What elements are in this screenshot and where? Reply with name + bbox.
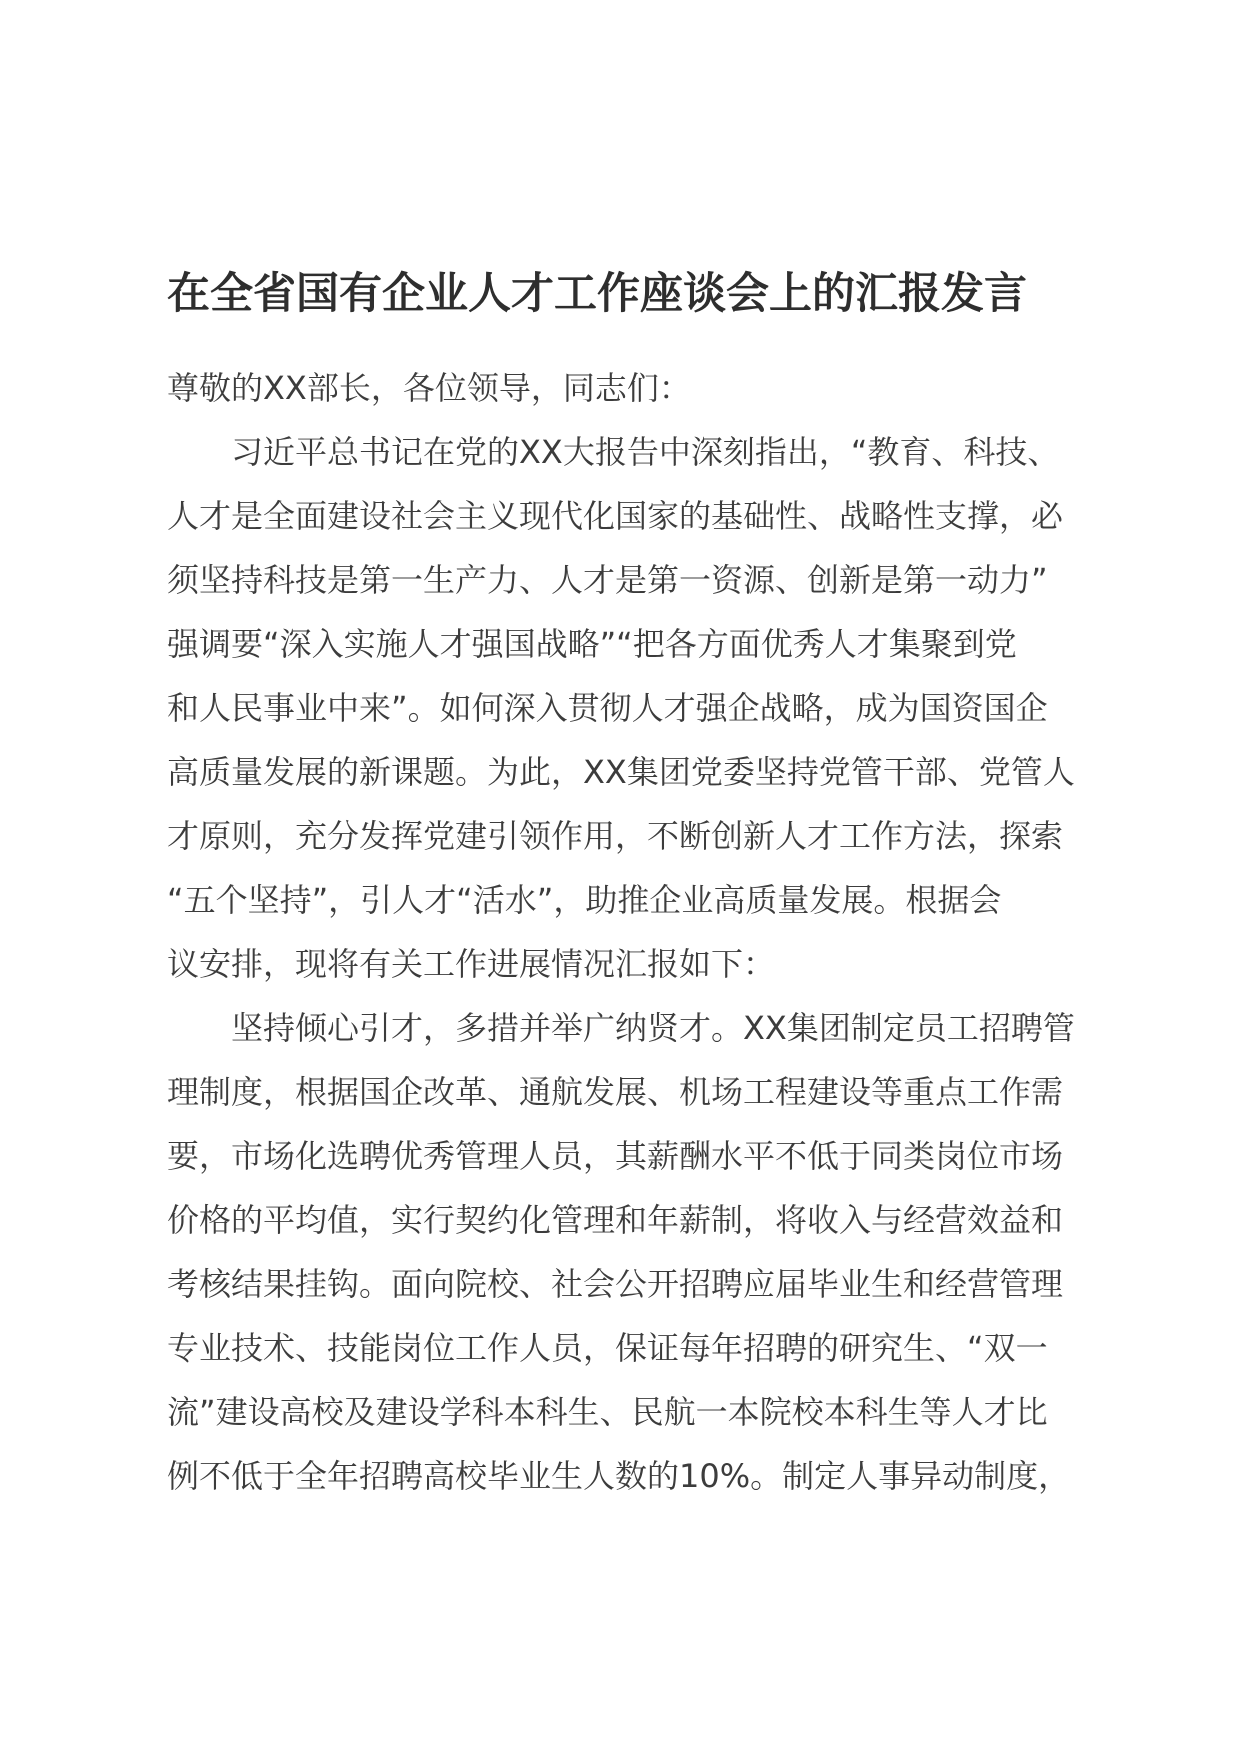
body-line: 才原则，充分发挥党建引领作用，不断创新人才工作方法，探索: [167, 817, 1064, 855]
body-line: 例不低于全年招聘高校毕业生人数的10%。制定人事异动制度，: [167, 1457, 1071, 1495]
body-line: 须坚持科技是第一生产力、人才是第一资源、创新是第一动力”: [167, 561, 1048, 599]
body-line: 专业技术、技能岗位工作人员，保证每年招聘的研究生、“双一: [167, 1329, 1048, 1367]
document-title: 在全省国有企业人才工作座谈会上的汇报发言: [167, 269, 1027, 319]
body-line: 考核结果挂钩。面向院校、社会公开招聘应届毕业生和经营管理: [167, 1265, 1064, 1303]
body-line: 高质量发展的新课题。为此，XX集团党委坚持党管干部、党管人: [167, 753, 1075, 791]
body-line: 和人民事业中来”。如何深入贯彻人才强企战略，成为国资国企: [167, 689, 1048, 727]
body-line: 要，市场化选聘优秀管理人员，其薪酬水平不低于同类岗位市场: [167, 1137, 1064, 1175]
body-line: 强调要“深入实施人才强国战略”“把各方面优秀人才集聚到党: [167, 625, 1017, 663]
body-line: 人才是全面建设社会主义现代化国家的基础性、战略性支撑，必: [167, 497, 1064, 535]
body-line: 议安排，现将有关工作进展情况汇报如下：: [167, 945, 776, 983]
body-line: 价格的平均值，实行契约化管理和年薪制，将收入与经营效益和: [167, 1201, 1064, 1239]
body-line: 习近平总书记在党的XX大报告中深刻指出，“教育、科技、: [167, 433, 1060, 471]
body-line: “五个坚持”，引人才“活水”，助推企业高质量发展。根据会: [167, 881, 1002, 919]
body-line: 理制度，根据国企改革、通航发展、机场工程建设等重点工作需: [167, 1073, 1064, 1111]
salutation-line: 尊敬的XX部长，各位领导，同志们：: [167, 369, 691, 407]
body-line: 流”建设高校及建设学科本科生、民航一本院校本科生等人才比: [167, 1393, 1048, 1431]
body-line: 坚持倾心引才，多措并举广纳贤才。XX集团制定员工招聘管: [167, 1009, 1075, 1047]
